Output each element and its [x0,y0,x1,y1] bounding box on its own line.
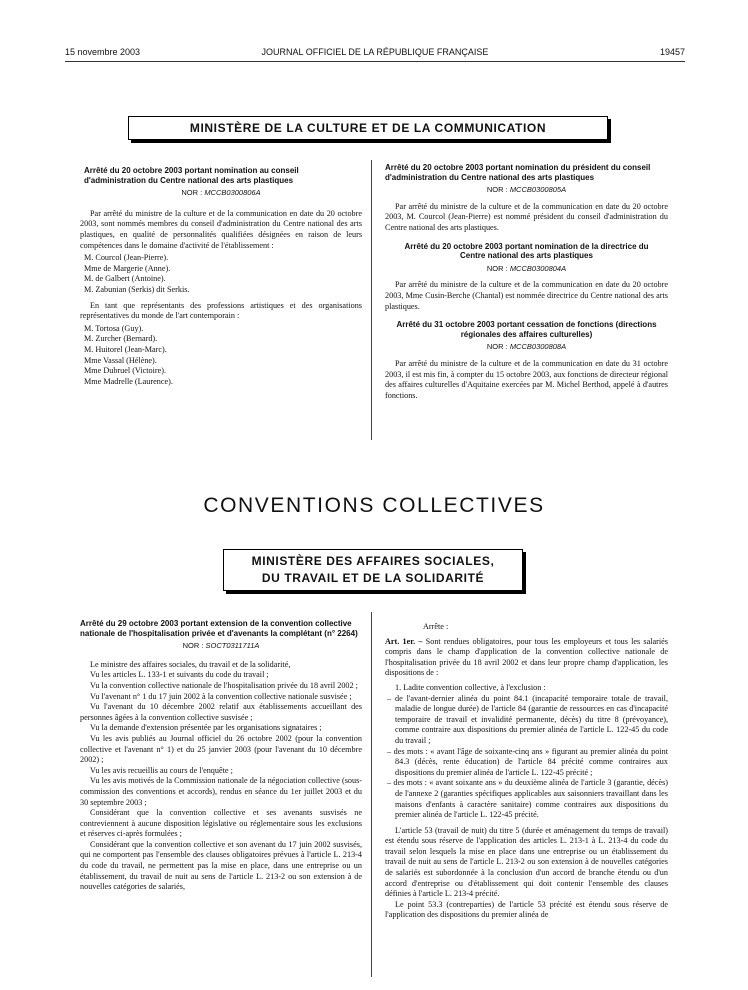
paragraph: Vu la demande d'extension présentée par les organisations signataires ; [90,723,322,733]
name-item: M. de Galbert (Antoine). [84,274,166,284]
name-item: Mme Dubruel (Victoire). [84,366,167,376]
nor-code: MCCB0300804A [509,263,567,273]
nor-reference: NOR : SOCT0311711A [182,641,260,651]
ministry-culture-banner: MINISTÈRE DE LA CULTURE ET DE LA COMMUNICATION [128,116,608,140]
ministry-social-affairs-banner [223,549,523,591]
article-title: Arrêté du 20 octobre 2003 portant nomination du président du conseil d'administration du Centre national des arts plastiques [385,163,651,182]
paragraph: Vu les avis motivés de la Commission nationale de la négociation collective (sous-commission des conventions et accords), rendus en séance du 1er juillet 2003 et du 30 septembre 2003 ; [80,776,362,807]
nor-reference: NOR : MCCB0300805A [486,185,567,195]
article-1: Art. 1er. – Sont rendues obligatoires, pour tous les employeurs et tous les salariés compris dans le champ d'application de la convention collective nationale de l'hospitalisation privée du 18 avril 2002 et dans leur propre champ d'application, les dispositions de : [385,636,668,678]
arrete-heading: Arrête : [423,622,449,631]
name-item: M. Zabunian (Serkis) dit Serkis. [84,284,190,294]
paragraph: Considérant que la convention collective et son avenant du 17 juin 2002 susvisés, qui ne comportent pas l'ensemble des clauses obligatoires prévues à l'article L. 213-4 du code du travail, ne permettent pas la mise en place, dans une entreprise ou un établissement, du travail de nuit au sens de l'article L. 213-2 ou son extension à de nouvelles catégories de salariés, [80,839,362,892]
paragraph: Le point 53.3 (contreparties) de l'article 53 précité est étendu sous réserve de l'application des dispositions du premier alinéa de [385,899,668,920]
left-column-top [80,166,362,387]
header-date: 15 novembre 2003 [65,47,141,57]
name-list [80,253,362,295]
paragraph: Par arrêté du ministre de la culture et de la communication en date du 31 octobre 2003, il est mis fin, à compter du 15 octobre 2003, aux fonctions de directeur régional des affaires culturelles d'Aquitaine exercées par M. Michel Berthod, appelé à d'autres fonctions. [385,358,668,400]
name-item: Mme Madrelle (Laurence). [84,376,173,386]
nor-reference: NOR : MCCB0300806A [181,188,261,198]
paragraph: Vu la convention collective nationale de l'hospitalisation privée du 18 avril 2002 ; [90,680,358,690]
article-title: Arrêté du 29 octobre 2003 portant extension de la convention collective nationale de l'hospitalisation privée et d'avenants la complétant (n° 2264) [80,619,358,638]
paragraph: Par arrêté du ministre de la culture et de la communication en date du 20 octobre 2003, Mme Cusin-Berche (Chantal) est nommée directrice du Centre national des arts plastiques. [385,280,668,311]
nor-reference: NOR : MCCB0300804A [486,263,567,273]
nor-code: MCCB0300808A [509,342,567,352]
name-item: Mme de Margerie (Anne). [84,263,171,273]
column-divider [371,160,372,440]
header-page-number: 19457 [659,47,685,57]
left-column-bottom [80,619,362,893]
name-list [80,324,362,388]
name-item: M. Courcol (Jean-Pierre). [84,253,169,263]
paragraph-group [80,660,362,893]
right-column-top [385,163,668,401]
paragraph: Vu les avis recueillis au cours de l'enquête ; [90,765,233,775]
header-journal-title: JOURNAL OFFICIEL DE LA RÉPUBLIQUE FRANÇAISE [261,47,489,57]
list-item: – des mots : « avant soixante ans » du deuxième alinéa de l'article 3 (garantie, décès) de l'annexe 2 (garanties spécifiques applicables aux saisonniers travaillant dans les maisons d'enfants à caractère sanitaire) comme contraires aux dispositions du premier alinéa de l'article L. 122-45 précité. [387,778,668,820]
paragraph: Vu l'avenant du 10 décembre 2002 relatif aux établissements accueillant des personnes âgées à la convention collective susvisée ; [80,702,362,722]
paragraph: L'article 53 (travail de nuit) du titre 5 (durée et aménagement du temps de travail) est étendu sous réserve de l'application des articles L. 213-1 à L. 213-4 du code du travail selon lesquels la mise en place dans une entreprise ou un établissement du travail de nuit au sens de l'article L. 213-2 ou son extension à de nouvelles catégories de salariés est subordonnée à la conclusion d'un accord de branche étendu ou d'un accord d'entreprise ou d'établissement qui doit contenir l'ensemble des clauses définies à l'article L. 213-4 précité. [385,825,668,899]
name-item: M. Zurcher (Bernard). [84,334,158,344]
nor-code: SOCT0311711A [205,641,260,651]
list-item: – des mots : « avant l'âge de soixante-cinq ans » figurant au premier alinéa du point 84.3 (décès, rente éducation) de l'article 84 précité comme contraires aux dispositions du premier alinéa de l'article L. 122-45 précité ; [387,746,668,777]
name-item: Mme Vassal (Hélène). [84,355,157,365]
paragraph: Vu les avis publiés au Journal officiel du 26 octobre 2002 (pour la convention collective et l'avenant n° 1) et du 25 janvier 2003 (pour l'avenant du 10 décembre 2002) ; [80,733,362,765]
section-heading: CONVENTIONS COLLECTIVES [203,494,545,517]
paragraph: Vu les articles L. 133-1 et suivants du code du travail ; [90,670,269,680]
nor-code: MCCB0300805A [509,185,567,195]
right-column-bottom [385,622,668,921]
column-divider [371,612,372,977]
nor-reference: NOR : MCCB0300808A [486,342,567,352]
header-rule [65,61,685,62]
paragraph: En tant que représentants des professions artistiques et des organisations représentatives du monde de l'art contemporain : [80,300,362,321]
article-title: Arrêté du 31 octobre 2003 portant cessation de fonctions (directions régionales des affaires culturelles) [396,320,657,339]
list-item: – de l'avant-dernier alinéa du point 84.1 (incapacité temporaire totale de travail, maladie de longue durée) de l'article 84 (garantie de ressources en cas d'incapacité temporaire de travail et invalidité permanente, décès) du titre 8 (prévoyance), comme contraire aux dispositions du premier alinéa de l'article L. 122-45 du code du travail ; [387,693,668,745]
paragraph: Le ministre des affaires sociales, du travail et de la solidarité, [90,659,291,669]
paragraph: Par arrêté du ministre de la culture et de la communication en date du 20 octobre 2003, sont nommés membres du conseil d'administration du Centre national des arts plastiques, en qualité de personnalités qualifiées désignées en raison de leurs compétences dans le domaine d'activité de l'établissement : [80,208,362,250]
article-title: Arrêté du 20 octobre 2003 portant nomination au conseil d'administration du Centre national des arts plastiques [84,166,299,185]
paragraph: Vu l'avenant n° 1 du 17 juin 2002 à la convention collective nationale susvisée ; [90,691,352,701]
ministry-line-2: DU TRAVAIL ET DE LA SOLIDARITÉ [261,571,485,585]
article-title: Arrêté du 20 octobre 2003 portant nomination de la directrice du Centre national des arts plastiques [404,241,649,261]
name-item: M. Huitorel (Jean-Marc). [84,344,167,354]
article-label: Art. 1er. – [385,636,423,646]
list-item: 1. Ladite convention collective, à l'exclusion : [395,682,546,692]
paragraph: Considérant que la convention collective et ses avenants susvisés ne contreviennent à aucune disposition législative ou réglementaire sous les exclusions et réserves ci-après formulées ; [80,808,362,839]
ministry-line-1: MINISTÈRE DES AFFAIRES SOCIALES, [251,554,495,568]
paragraph: Par arrêté du ministre de la culture et de la communication en date du 20 octobre 2003, M. Courcol (Jean-Pierre) est nommé président du conseil d'administration du Centre national des arts plastiques. [385,201,668,232]
name-item: M. Tortosa (Guy). [84,323,144,333]
nor-code: MCCB0300806A [204,188,261,198]
